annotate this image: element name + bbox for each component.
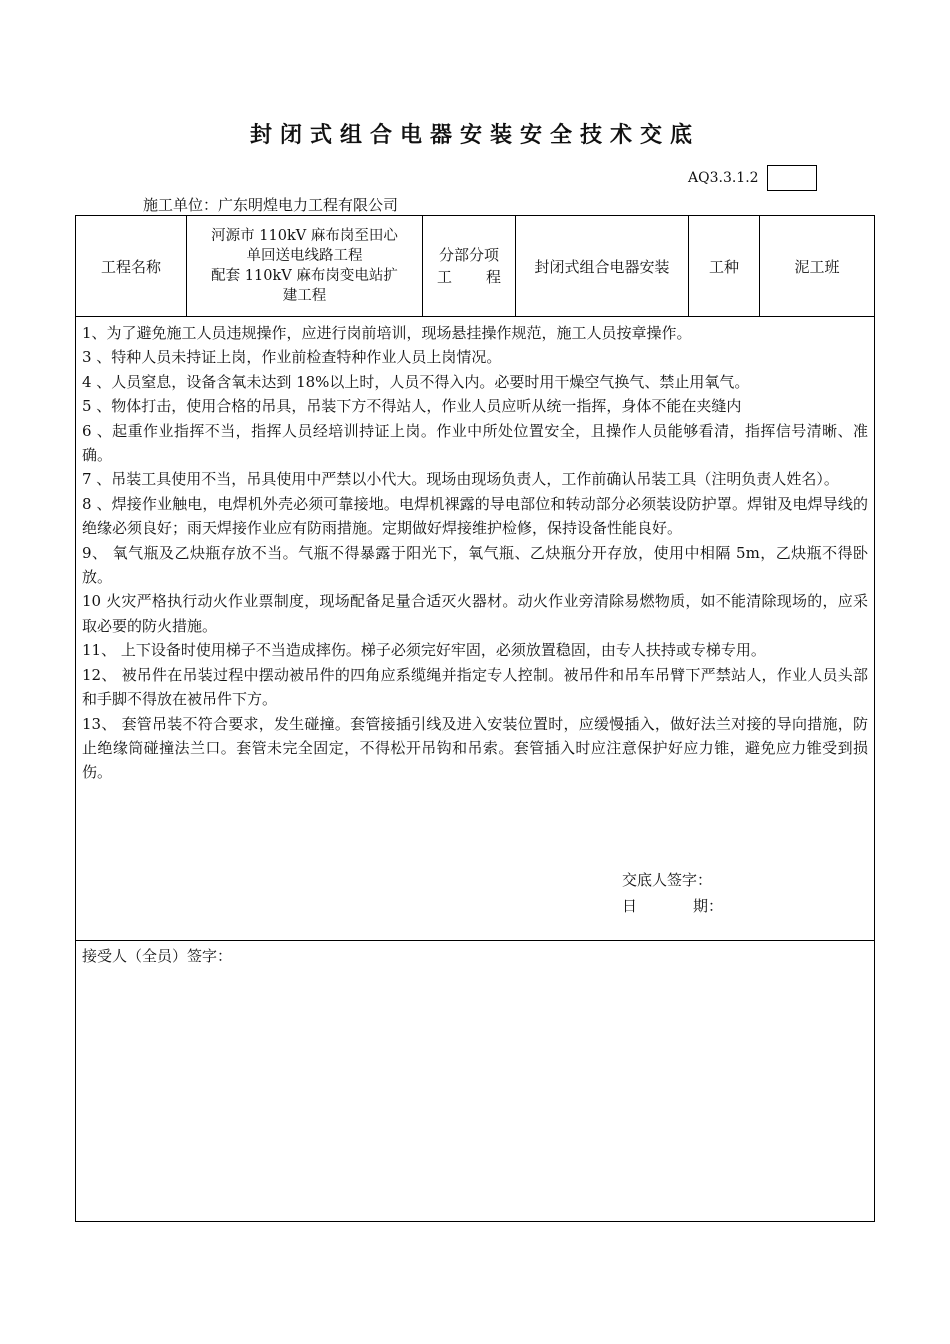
- project-name-label: 工程名称: [76, 216, 187, 316]
- document-code: AQ3.3.1.2: [688, 170, 759, 186]
- trade-label: 工种: [689, 216, 760, 316]
- subproject-label: [423, 216, 516, 316]
- safety-item: 9、 氧气瓶及乙炔瓶存放不当。气瓶不得暴露于阳光下，氧气瓶、乙炔瓶分开存放，使用中相隔 5m，乙炔瓶不得卧放。: [82, 543, 868, 587]
- disclosure-table: [75, 215, 875, 1222]
- subproject-label-line2: [437, 266, 501, 288]
- project-name-line: 配套 110kV 麻布岗变电站扩: [211, 268, 398, 284]
- safety-item: 7 、吊装工具使用不当，吊具使用中严禁以小代大。现场由现场负责人，工作前确认吊装工具（注明负责人姓名）。: [82, 470, 839, 489]
- date-label-char: 期：: [693, 897, 724, 915]
- construction-unit: 施工单位：广东明煌电力工程有限公司: [143, 196, 399, 214]
- project-name-line: 单回送电线路工程: [246, 248, 363, 264]
- safety-item: 10 火灾严格执行动火作业票制度，现场配备足量合适灭火器材。动火作业旁清除易燃物质，如不能清除现场的，应采取必要的防火措施。: [82, 592, 868, 635]
- safety-item: 6 、起重作业指挥不当，指挥人员经培训持证上岗。作业中所处位置安全，且操作人员能够看清，指挥信号清晰、准确。: [82, 421, 868, 465]
- receiver-signature-area[interactable]: [76, 941, 874, 1221]
- safety-item: 3 、特种人员未持证上岗，作业前检查特种作业人员上岗情况。: [82, 348, 502, 367]
- project-name-line: 河源市 110kV 麻布岗至田心: [211, 228, 398, 244]
- document-code-row: [688, 165, 817, 191]
- safety-item: 12、 被吊件在吊装过程中摆动被吊件的四角应系缆绳并指定专人控制。被吊件和吊车吊臂下严禁站人，作业人员头部和手脚不得放在被吊件下方。: [82, 665, 868, 709]
- safety-item: 13、 套管吊装不符合要求，发生碰撞。套管接插引线及进入安装位置时，应缓慢插入，做好法兰对接的导向措施，防止绝缘筒碰撞法兰口。套管未完全固定，不得松开吊钩和吊索。套管插入时应注意保护好应力锥，避免应力锥受到损伤。: [82, 714, 868, 782]
- subproject-label-char: 工: [437, 268, 453, 286]
- disclosure-content: [76, 317, 874, 941]
- document-code-box[interactable]: [767, 165, 817, 191]
- safety-item: 11、 上下设备时使用梯子不当造成摔伤。梯子必须完好牢固，必须放置稳固，由专人扶持或专梯专用。: [82, 641, 766, 660]
- document-title: 封闭式组合电器安装安全技术交底: [249, 123, 700, 148]
- subproject-value: 封闭式组合电器安装: [516, 216, 689, 316]
- project-name-value: [187, 216, 423, 316]
- trade-value: 泥工班: [794, 257, 840, 276]
- safety-item: 5 、物体打击，使用合格的吊具，吊装下方不得站人，作业人员应听从统一指挥，身体不能在夹缝内: [82, 397, 742, 416]
- subproject-label-char: 程: [485, 268, 501, 286]
- project-name-line: 建工程: [282, 288, 327, 304]
- receiver-signature-label: 接受人（全员）签字：: [82, 947, 233, 965]
- date-label: [622, 895, 723, 916]
- discloser-signature-label: 交底人签字：: [622, 871, 713, 889]
- table-header-row: [76, 216, 874, 317]
- date-label-char: 日: [622, 897, 638, 915]
- safety-item: 1、为了避免施工人员违规操作，应进行岗前培训，现场悬挂操作规范，施工人员按章操作。: [82, 324, 692, 342]
- safety-item: 8 、焊接作业触电，电焊机外壳必须可靠接地。电焊机裸露的导电部位和转动部分必须装设防护罩。焊钳及电焊导线的绝缘必须良好；雨天焊接作业应有防雨措施。定期做好焊接维护检修，保持设备性能良好。: [82, 494, 868, 538]
- subproject-label-line1: 分部分项: [438, 246, 499, 264]
- safety-item: 4 、人员窒息，设备含氧未达到 18%以上时，人员不得入内。必要时用干燥空气换气、禁止用氧气。: [82, 372, 750, 391]
